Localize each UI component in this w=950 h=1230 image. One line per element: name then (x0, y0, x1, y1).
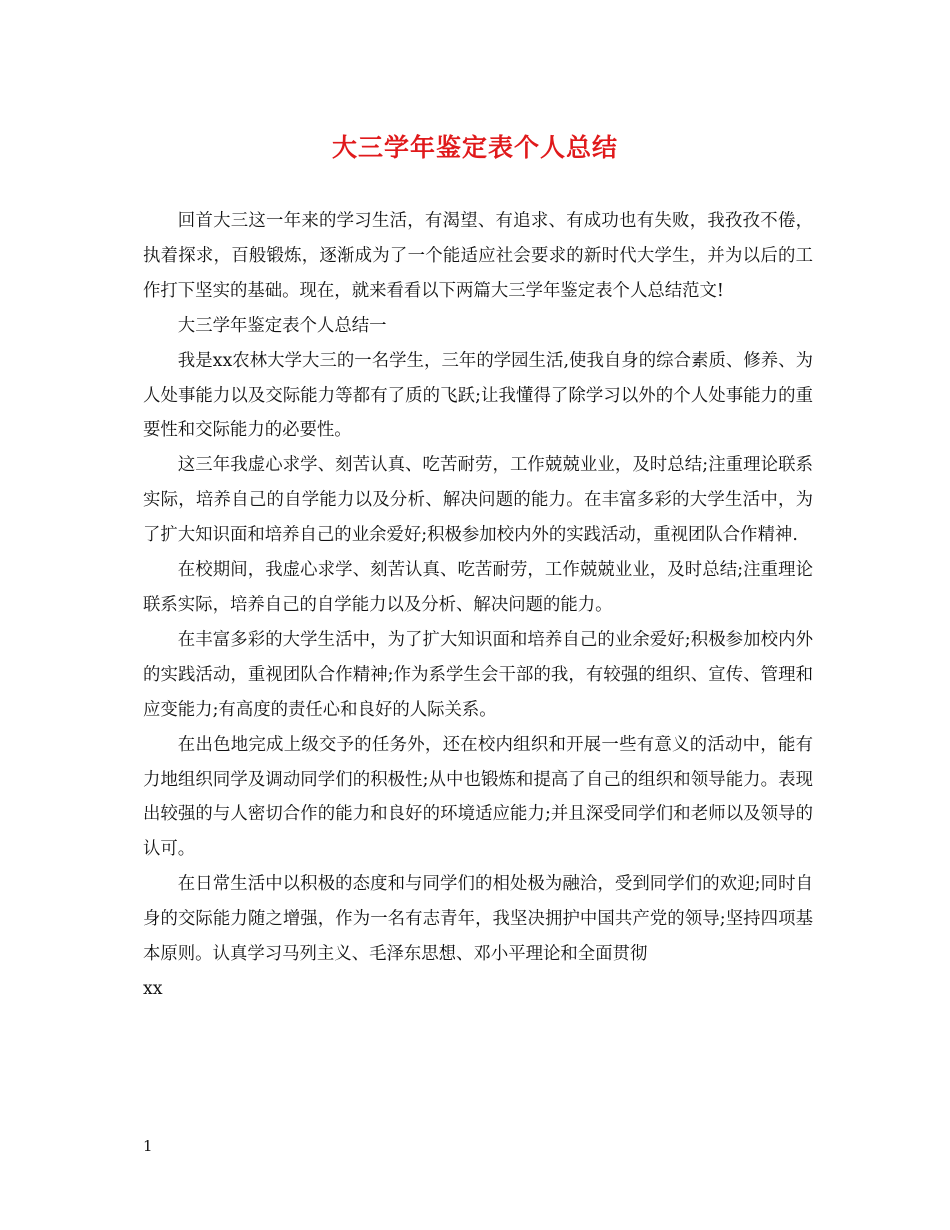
body-paragraph: 在日常生活中以积极的态度和与同学们的相处极为融洽，受到同学们的欢迎;同时自身的交际能力随之增强，作为一名有志青年，我坚决拥护中国共产党的领导;坚持四项基本原则。认真学习马列主义、毛泽东思想、邓小平理论和全面贯彻 (143, 874, 813, 965)
section-heading: 大三学年鉴定表个人总结一 (177, 315, 387, 336)
body-paragraph: 在出色地完成上级交予的任务外，还在校内组织和开展一些有意义的活动中，能有力地组织同学及调动同学们的积极性;从中也锻炼和提高了自己的组织和领导能力。表现出较强的与人密切合作的能力和良好的环境适应能力;并且深受同学们和老师以及领导的认可。 (143, 734, 813, 860)
body-paragraph: 在丰富多彩的大学生活中，为了扩大知识面和培养自己的业余爱好;积极参加校内外的实践活动，重视团队合作精神;作为系学生会干部的我，有较强的组织、宣传、管理和应变能力;有高度的责任心和良好的人际关系。 (143, 629, 813, 720)
body-paragraph-continuation: xx (143, 978, 163, 999)
body-paragraph: 我是xx农林大学大三的一名学生，三年的学园生活,使我自身的综合素质、修养、为人处事能力以及交际能力等都有了质的飞跃;让我懂得了除学习以外的个人处事能力的重要性和交际能力的必要性。 (143, 350, 813, 441)
intro-paragraph: 回首大三这一年来的学习生活，有渴望、有追求、有成功也有失败，我孜孜不倦，执着探求，百般锻炼，逐渐成为了一个能适应社会要求的新时代大学生，并为以后的工作打下坚实的基础。现在，就来看看以下两篇大三学年鉴定表个人总结范文! (143, 211, 813, 301)
page-number: 1 (143, 1137, 153, 1155)
document-body (143, 204, 813, 1007)
document-title: 大三学年鉴定表个人总结 (331, 133, 618, 162)
body-paragraph: 在校期间，我虚心求学、刻苦认真、吃苦耐劳，工作兢兢业业，及时总结;注重理论联系实际，培养自己的自学能力以及分析、解决问题的能力。 (143, 560, 813, 615)
body-paragraph: 这三年我虚心求学、刻苦认真、吃苦耐劳，工作兢兢业业，及时总结;注重理论联系实际，培养自己的自学能力以及分析、解决问题的能力。在丰富多彩的大学生活中，为了扩大知识面和培养自己的业余爱好;积极参加校内外的实践活动，重视团队合作精神. (143, 455, 813, 546)
